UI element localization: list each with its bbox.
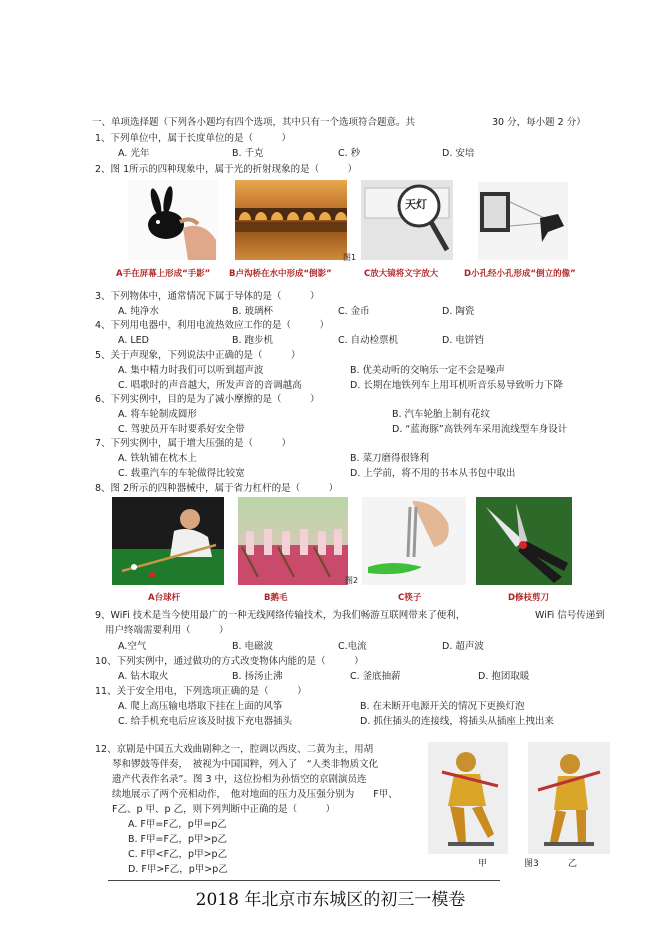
- bridge-reflection-image: [235, 180, 347, 260]
- q4-option-c[interactable]: C. 自动检票机: [338, 335, 399, 346]
- q4-stem: 4、下列用电器中，利用电流热效应工作的是（ ）: [95, 320, 330, 331]
- q2-stem: 2、图 1所示的四种现象中，属于光的折射现象的是（ ）: [95, 164, 358, 175]
- q12-stem-line1: 12、京剧是中国五大戏曲剧种之一，腔调以西皮、二黄为主，用胡: [95, 744, 374, 755]
- q5-option-c[interactable]: C. 唱歌时的声音越大，所发声音的音调越高: [118, 380, 302, 391]
- hand-shadow-image: [128, 180, 218, 260]
- q1-option-b[interactable]: B. 千克: [232, 148, 264, 159]
- q7-stem: 7、下列实例中，属于增大压强的是（ ）: [95, 438, 292, 449]
- q10-option-d[interactable]: D. 抱团取暖: [478, 671, 530, 682]
- q9-stem-line1-end: WiFi 信号传递到: [535, 610, 605, 621]
- q11-option-c[interactable]: C. 给手机充电后应该及时拔下充电器插头: [118, 716, 293, 727]
- q7-option-d[interactable]: D. 上学前，将不用的书本从书包中取出: [350, 468, 516, 479]
- q12-option-a[interactable]: A. F甲=F乙，p甲=p乙: [128, 819, 227, 830]
- q9-option-b[interactable]: B. 电磁波: [232, 641, 274, 652]
- q12-option-d[interactable]: D. F甲>F乙，p甲>p乙: [128, 864, 228, 875]
- q5-stem: 5、关于声现象，下列说法中正确的是（ ）: [95, 350, 301, 361]
- q7-option-c[interactable]: C. 载重汽车的车轮做得比较宽: [118, 468, 245, 479]
- opera-actor-pose-yi-image: [528, 742, 610, 854]
- q9-option-d[interactable]: D. 超声波: [442, 641, 484, 652]
- q6-stem: 6、下列实例中，目的是为了减小摩擦的是（ ）: [95, 394, 320, 405]
- q5-option-d[interactable]: D. 长期在地铁列车上用耳机听音乐易导致听力下降: [350, 380, 563, 391]
- q10-option-b[interactable]: B. 扬汤止沸: [232, 671, 283, 682]
- fig2-caption-c: C筷子: [398, 593, 422, 603]
- q5-option-a[interactable]: A. 集中精力时我们可以听到超声波: [118, 365, 264, 376]
- q1-option-a[interactable]: A. 光年: [118, 148, 150, 159]
- q6-option-c[interactable]: C. 驾驶员开车时要系好安全带: [118, 424, 245, 435]
- q1-stem: 1、下列单位中，属于长度单位的是（ ）: [95, 133, 292, 144]
- billiard-cue-image: [112, 497, 224, 585]
- q8-stem: 8、图 2所示的四种器械中，属于省力杠杆的是（ ）: [95, 483, 339, 494]
- magnified-sign-text: 天灯: [405, 198, 427, 211]
- q11-stem: 11、关于安全用电，下列选项正确的是（ ）: [95, 686, 307, 697]
- q4-option-d[interactable]: D. 电饼铛: [442, 335, 484, 346]
- opera-actor-pose-jia-image: [428, 742, 508, 854]
- fig1-caption-d: D小孔经小孔形成“倒立的像”: [464, 269, 576, 279]
- fig3-caption-yi: 乙: [568, 859, 578, 869]
- q4-option-b[interactable]: B. 跑步机: [232, 335, 274, 346]
- pinhole-image: [478, 182, 568, 260]
- q3-option-c[interactable]: C. 金币: [338, 306, 370, 317]
- figure-2-label: 图2: [345, 576, 359, 585]
- fig2-caption-a: A台球杆: [148, 593, 181, 603]
- q11-option-d[interactable]: D. 抓住插头的连接线，将插头从插座上拽出来: [360, 716, 554, 727]
- q12-option-c[interactable]: C. F甲<F乙，p甲>p乙: [128, 849, 228, 860]
- footer-divider: [108, 880, 500, 881]
- magnifier-image: [361, 180, 453, 260]
- q7-option-a[interactable]: A. 铁轨铺在枕木上: [118, 453, 197, 464]
- q12-stem-line3: 遗产代表作名录”。图 3 中，这位扮相为孙悟空的京剧演员连: [112, 774, 367, 785]
- fig1-caption-b: B卢沟桥在水中形成“倒影”: [229, 269, 332, 279]
- q3-option-b[interactable]: B. 玻璃杯: [232, 306, 274, 317]
- q1-option-c[interactable]: C. 秒: [338, 148, 361, 159]
- q9-stem-line2: 用户终端需要利用（ ）: [105, 625, 229, 636]
- figure-1-label: 图1: [343, 253, 357, 262]
- section-score: 30 分，每小题 2 分）: [492, 117, 586, 128]
- q7-option-b[interactable]: B. 菜刀磨得很锋利: [350, 453, 430, 464]
- q6-option-d[interactable]: D. “蓝海豚”高铁列车采用流线型车身设计: [392, 424, 568, 435]
- q1-option-d[interactable]: D. 安培: [442, 148, 475, 159]
- q12-option-b[interactable]: B. F甲=F乙，p甲>p乙: [128, 834, 227, 845]
- fig2-caption-b: B鹅毛: [264, 593, 288, 603]
- q10-option-c[interactable]: C. 釜底抽薪: [350, 671, 401, 682]
- section-heading: 一、单项选择题（下列各小题均有四个选项，其中只有一个选项符合题意。共: [92, 117, 416, 128]
- figure-3-label: 图3: [524, 859, 539, 869]
- fig1-caption-c: C放大镜将文字放大: [364, 269, 439, 279]
- q11-option-b[interactable]: B. 在未断开电源开关的情况下更换灯泡: [360, 701, 525, 712]
- fig1-caption-a: A手在屏幕上形成“手影”: [116, 269, 211, 279]
- q12-stem-line5: F乙、p 甲、p 乙，则下列判断中正确的是（ ）: [112, 804, 336, 815]
- fig3-caption-jia: 甲: [478, 859, 488, 869]
- q6-option-a[interactable]: A. 将车轮制成圆形: [118, 409, 197, 420]
- page-footer-title: 2018 年北京市东城区的初三一模卷: [195, 890, 466, 910]
- q11-option-a[interactable]: A. 爬上高压输电塔取下挂在上面的风筝: [118, 701, 283, 712]
- tongs-image: [362, 497, 466, 585]
- q3-stem: 3、下列物体中，通常情况下属于导体的是（ ）: [95, 291, 320, 302]
- q3-option-d[interactable]: D. 陶瓷: [442, 306, 475, 317]
- q9-option-a[interactable]: A.空气: [118, 641, 147, 652]
- pruning-shears-image: [476, 497, 572, 585]
- q4-option-a[interactable]: A. LED: [118, 335, 149, 346]
- q5-option-b[interactable]: B. 优美动听的交响乐一定不会是噪声: [350, 365, 506, 376]
- q12-stem-line4: 续地展示了两个亮相动作， 他对地面的压力及压强分别为 F甲、: [112, 789, 398, 800]
- q12-stem-line2: 琴和锣鼓等伴奏， 被视为中国国粹，列入了 “人类非物质文化: [112, 759, 379, 770]
- q10-option-a[interactable]: A. 钻木取火: [118, 671, 169, 682]
- q9-stem-line1: 9、WiFi 技术是当今使用最广的一种无线网络传输技术，为我们畅游互联网带来了便利，: [95, 610, 466, 621]
- q9-option-c[interactable]: C.电流: [338, 641, 367, 652]
- rowing-oar-image: [238, 497, 348, 585]
- fig2-caption-d: D修枝剪刀: [508, 593, 550, 603]
- q10-stem: 10、下列实例中，通过做功的方式改变物体内能的是（ ）: [95, 656, 364, 667]
- q3-option-a[interactable]: A. 纯净水: [118, 306, 159, 317]
- q6-option-b[interactable]: B. 汽车轮胎上制有花纹: [392, 409, 491, 420]
